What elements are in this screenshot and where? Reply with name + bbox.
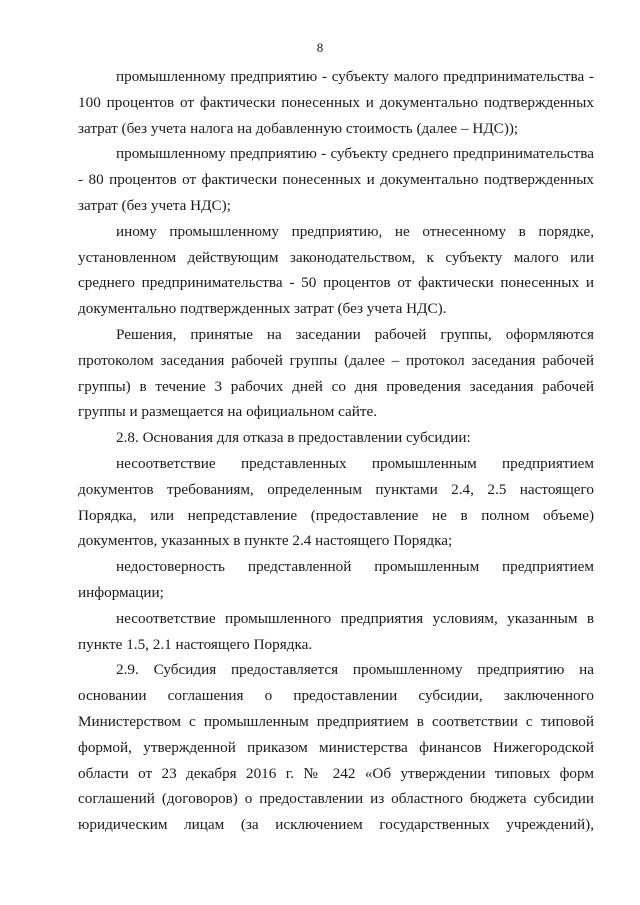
text-line: области от 23 декабря 2016 г. № 242 «Об утверждении типовых форм [78,764,594,782]
text-line: формой, утвержденной приказом министерства финансов Нижегородской [78,738,594,756]
paragraph-unreliable-info [78,554,594,606]
paragraph-decisions [78,322,594,425]
paragraph-other-enterprise [78,219,594,322]
text-line: группы) в течение 3 рабочих дней со дня проведения заседания рабочей группы [78,377,594,421]
text-line: иному промышленному предприятию, не отнесенному в порядке, [116,222,594,240]
text-line: основании соглашения о предоставлении субсидии, заключенного [78,687,594,705]
text-line: - 80 процентов от фактически понесенных и документально подтвержденных [78,171,594,189]
text-line: соглашений (договоров) о предоставлении из областного бюджета субсидии [78,790,594,808]
text-line: документов требованиям, определенным пунктами 2.4, 2.5 настоящего Порядка, [78,480,594,524]
text-line: 2.9. Субсидия предоставляется промышленному предприятию на [116,661,594,679]
text-line: установленном действующим законодательством, к субъекту малого или [78,248,594,266]
text-line: промышленному предприятию - субъекту малого предпринимательства - [116,68,594,85]
document-body [78,64,594,838]
section-2-8-heading [78,425,594,451]
text-line: 100 процентов от фактически понесенных и документально подтвержденных [78,93,594,111]
text-line: среднего предпринимательства - 50 процентов от фактически понесенных и [78,274,594,292]
paragraph-small-business [78,64,594,141]
section-2-9-paragraph [78,657,594,838]
text-line: недостоверность представленной промышленным предприятием [116,558,594,576]
paragraph-noncompliance-conditions [78,606,594,658]
text-line: документально подтвержденных затрат (без учета НДС). [78,300,447,318]
text-line: и размещается на официальном сайте. [129,403,378,421]
text-line: несоответствие представленных промышленным предприятием [116,454,594,472]
text-line: юридическим лицам (за исключением государственных учреждений), [78,816,594,834]
text-line: информации; [78,583,164,601]
text-line: Министерством с промышленным предприятием в соответствии с типовой [78,712,594,730]
text-line: затрат (без учета НДС); [78,196,231,214]
text-line: затрат (без учета налога на добавленную стоимость (далее – НДС)); [78,119,519,137]
paragraph-medium-business [78,141,594,218]
page-number: 8 [316,40,324,55]
text-line: или непредставление (предоставление не в полном объеме) документов, [78,506,595,550]
text-line: пункте 1.5, 2.1 настоящего Порядка. [78,635,313,653]
text-line: Решения, принятые на заседании рабочей группы, оформляются [116,325,594,343]
text-line: несоответствие промышленного предприятия условиям, указанным в [116,609,594,627]
text-line: промышленному предприятию - субъекту среднего предпринимательства [116,145,594,163]
text-line: указанных в пункте 2.4 настоящего Порядка; [161,532,453,550]
text-line: 2.8. Основания для отказа в предоставлении субсидии: [116,429,471,447]
paragraph-noncompliance-documents [78,451,594,554]
text-line: протоколом заседания рабочей группы (далее – протокол заседания рабочей [78,351,594,369]
